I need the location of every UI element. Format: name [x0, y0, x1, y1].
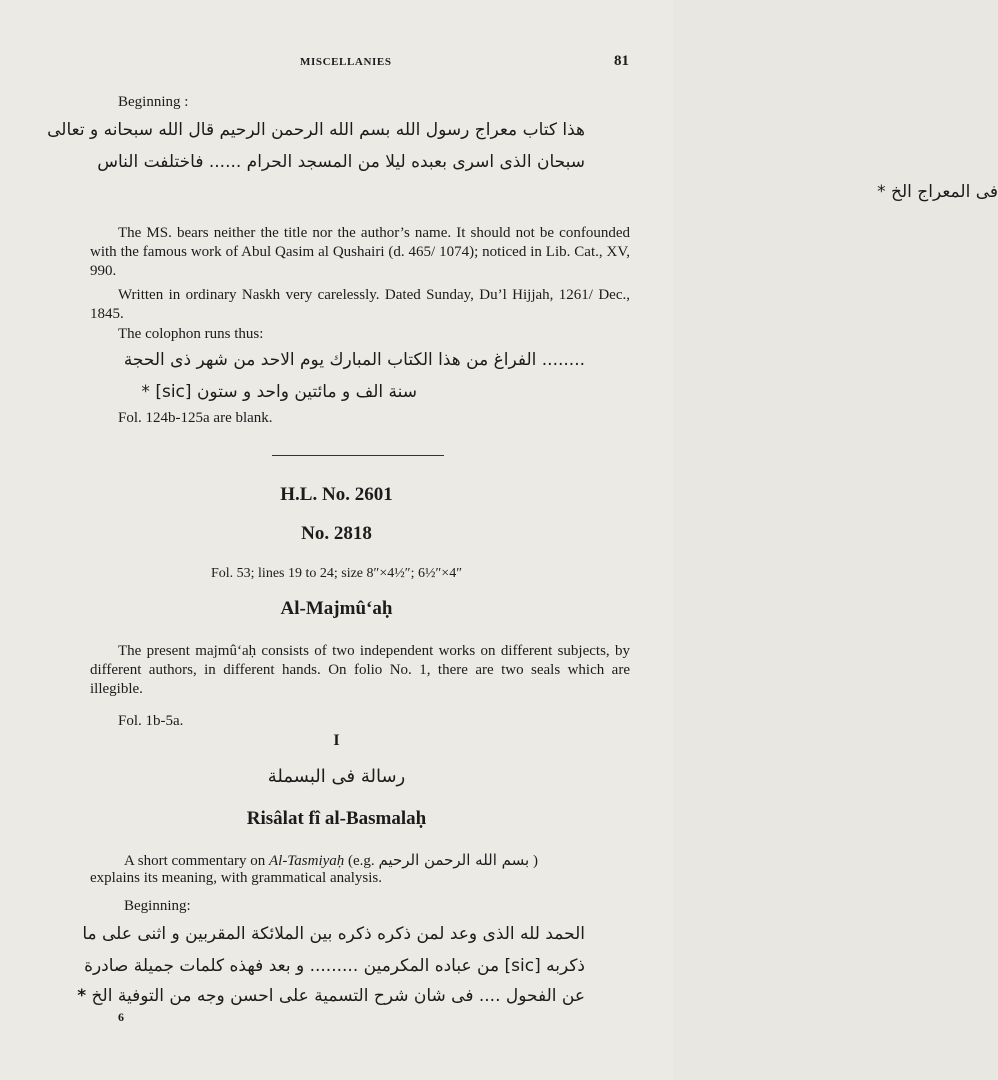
commentary-italic: Al-Tasmiyaḥ	[268, 853, 345, 869]
commentary-line: explains its meaning, with grammatical analysis.	[90, 870, 383, 886]
blank-folio-note: Fol. 124b-125a are blank.	[118, 410, 273, 426]
arabic-colophon-line: سنة الف و مائتين واحد و ستون [sic] *	[141, 382, 417, 402]
commentary-line	[124, 851, 538, 870]
end-mark: *	[77, 986, 87, 1006]
risalat-title: Risâlat fî al-Basmalaḥ	[246, 808, 427, 829]
folio-range: Fol. 1b-5a.	[118, 713, 184, 729]
arabic-text-fragment: فى المعراج الخ *	[877, 182, 998, 202]
arabic-text-line: سبحان الذى اسرى بعبده ليلا من المسجد الحرام ...... فاختلفت الناس	[97, 152, 585, 172]
commentary-text: (e.g.	[348, 853, 375, 869]
arabic-text-line	[77, 986, 585, 1006]
paragraph: The MS. bears neither the title nor the author’s name. It should not be confounded with the famous work of Abul Qasim al Qushairi (d. 465/ 1074); noticed in Lib. Cat., XV, 990.	[90, 225, 630, 279]
running-title: MISCELLANIES	[300, 56, 392, 68]
commentary-text: )	[532, 853, 538, 869]
section-divider	[272, 455, 444, 456]
beginning-label: Beginning:	[124, 898, 191, 914]
work-title: Al-Majmû‘aḥ	[280, 598, 393, 619]
description-paragraph: The present majmû‘aḥ consists of two independent works on different subjects, by different authors, in different hands. On folio No. 1, there are two seals which are illegible.	[90, 643, 630, 697]
arabic-text-fragment: عن الفحول .... فى شان شرح التسمية على احسن وجه من التوفية الخ	[91, 986, 585, 1006]
ms-number-heading: No. 2818	[301, 523, 372, 544]
arabic-text-line: الحمد لله الذى وعد لمن ذكره ذكره بين الملائكة المقربين و اثنى على ما	[82, 924, 585, 944]
arabic-text-line: هذا كتاب معراج رسول الله بسم الله الرحمن الرحيم قال الله سبحانه و تعالى	[47, 120, 585, 140]
signature-mark: 6	[118, 1010, 124, 1024]
page-number: 81	[614, 53, 629, 69]
commentary-arabic: بسم الله الرحمن الرحيم	[378, 851, 530, 869]
arabic-text-line	[462, 182, 998, 202]
arabic-text-line: ذكربه [sic] من عباده المكرمين ......... و بعد فهذه كلمات جميلة صادرة	[84, 956, 585, 976]
arabic-colophon-line: ........ الفراغ من هذا الكتاب المبارك يوم الاحد من شهر ذى الحجة	[123, 350, 585, 370]
paragraph: Written in ordinary Naskh very carelessly. Dated Sunday, Du’l Hijjah, 1261/ Dec., 1845.	[90, 287, 630, 322]
commentary-text: A short commentary on	[124, 853, 266, 869]
roman-numeral: I	[333, 732, 340, 749]
colophon-label: The colophon runs thus:	[118, 326, 264, 342]
arabic-title: رسالة فى البسملة	[267, 766, 406, 787]
beginning-label: Beginning :	[118, 94, 189, 110]
hl-number-heading: H.L. No. 2601	[280, 484, 393, 505]
folio-size-info: Fol. 53; lines 19 to 24; size 8″×4½″; 6½″×4″	[210, 566, 463, 581]
